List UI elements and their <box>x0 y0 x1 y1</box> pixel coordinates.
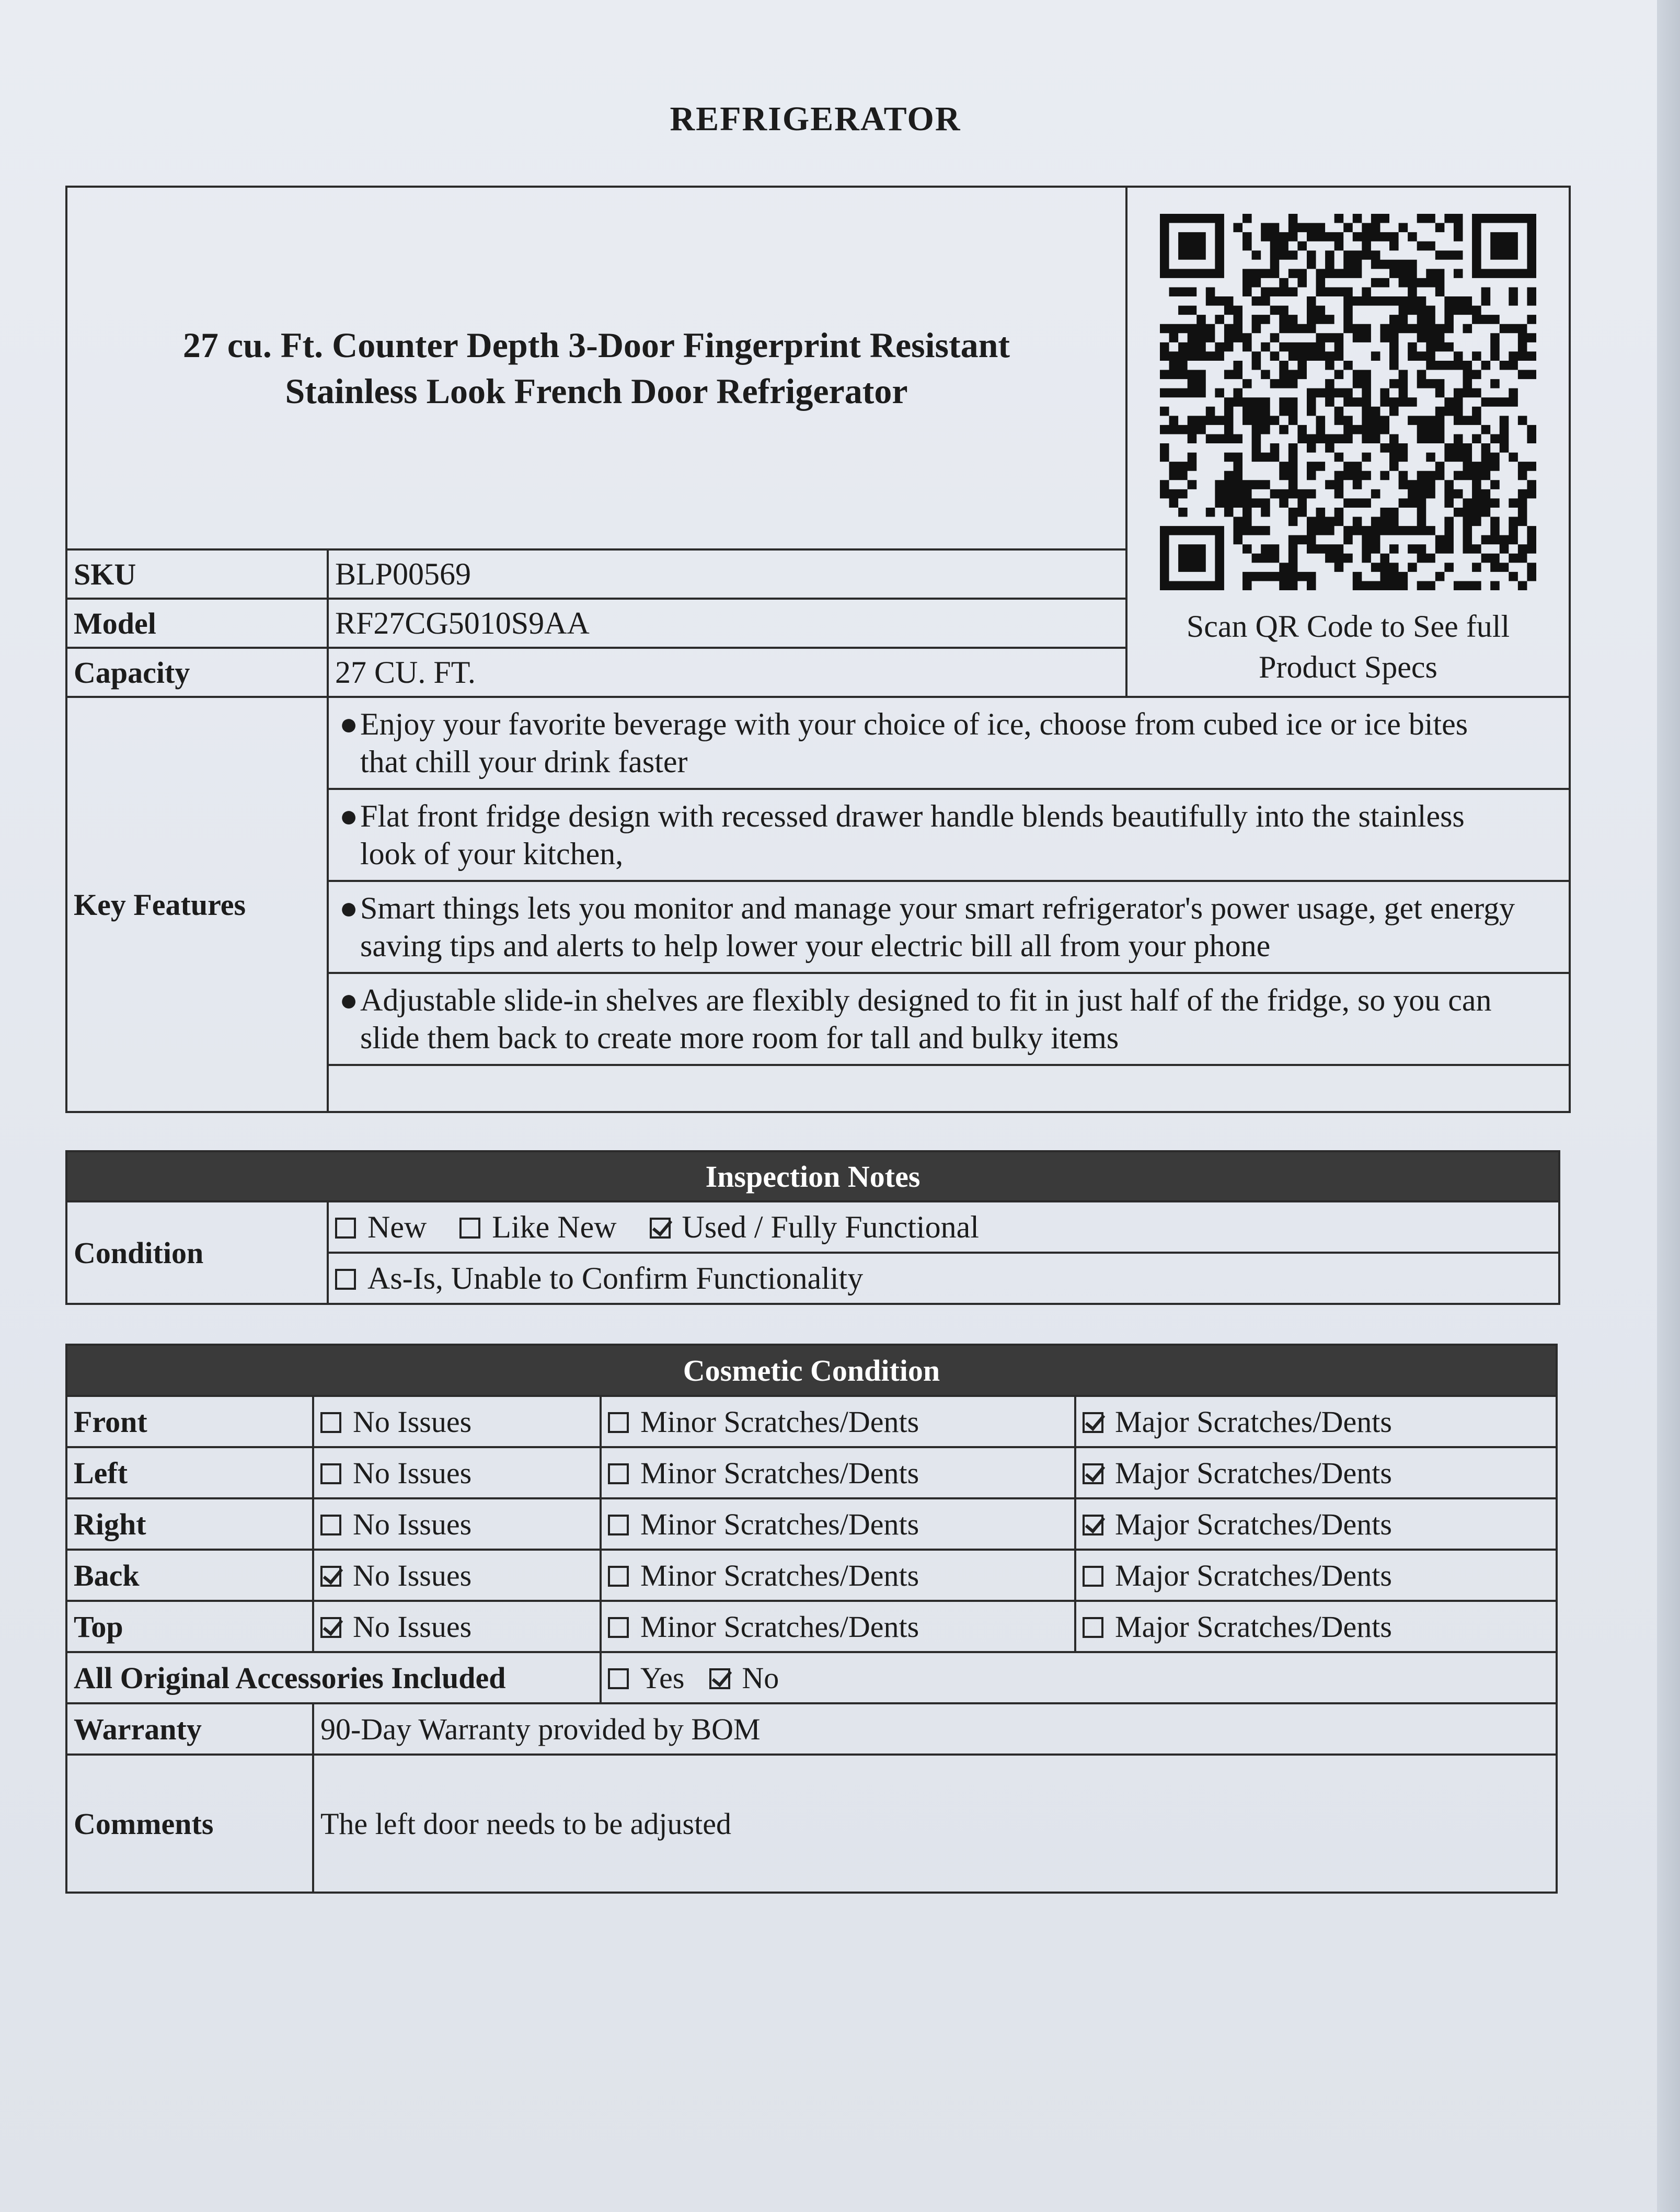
qr-caption-line1: Scan QR Code to See full <box>1186 609 1510 644</box>
warranty-label: Warranty <box>66 1703 313 1755</box>
cosmetic-option-no-issues[interactable]: No Issues <box>313 1550 601 1601</box>
cosmetic-option-major[interactable]: Major Scratches/Dents <box>1075 1550 1557 1601</box>
spec-value: BLP00569 <box>328 549 1126 599</box>
bullet-icon: ● <box>339 983 359 1017</box>
cosmetic-row <box>66 1498 1557 1550</box>
cosmetic-row <box>66 1550 1557 1601</box>
inspection-header: Inspection Notes <box>66 1151 1559 1201</box>
checkbox-icon[interactable] <box>320 1463 341 1484</box>
checkbox-icon[interactable] <box>335 1218 356 1239</box>
product-title <box>66 187 1126 549</box>
key-features-label: Key Features <box>66 697 328 1112</box>
checkbox-icon[interactable] <box>320 1617 341 1638</box>
cosmetic-side-label: Front <box>66 1396 313 1447</box>
cosmetic-option-minor[interactable]: Minor Scratches/Dents <box>601 1550 1075 1601</box>
document-title: REFRIGERATOR <box>670 100 961 138</box>
condition-option-new[interactable]: New <box>335 1209 427 1245</box>
feature-item <box>328 697 1570 789</box>
feature-text: saving tips and alerts to help lower your electric bill all from your phone <box>360 929 1271 963</box>
feature-text: slide them back to create more room for tall and bulky items <box>360 1021 1119 1055</box>
checkbox-icon[interactable] <box>335 1269 356 1290</box>
checkbox-icon[interactable] <box>459 1218 480 1239</box>
cosmetic-option-major[interactable]: Major Scratches/Dents <box>1075 1447 1557 1498</box>
comments-label: Comments <box>66 1755 313 1893</box>
cosmetic-option-minor[interactable]: Minor Scratches/Dents <box>601 1396 1075 1447</box>
checkbox-icon[interactable] <box>1083 1463 1103 1484</box>
warranty-row <box>66 1703 1557 1755</box>
bullet-icon: ● <box>339 707 359 741</box>
accessories-options <box>601 1652 1557 1703</box>
checkbox-icon[interactable] <box>608 1566 629 1587</box>
spec-label: SKU <box>66 549 328 599</box>
cosmetic-row <box>66 1396 1557 1447</box>
product-info-table <box>65 186 1571 1113</box>
cosmetic-option-major[interactable]: Major Scratches/Dents <box>1075 1601 1557 1652</box>
warranty-value: 90-Day Warranty provided by BOM <box>313 1703 1557 1755</box>
condition-option-used[interactable]: Used / Fully Functional <box>650 1209 979 1245</box>
cosmetic-option-minor[interactable]: Minor Scratches/Dents <box>601 1601 1075 1652</box>
feature-text: that chill your drink faster <box>360 744 688 779</box>
product-title-line1: 27 cu. Ft. Counter Depth 3-Door Fingerprint Resistant <box>182 325 1010 365</box>
product-title-line2: Stainless Look French Door Refrigerator <box>285 371 908 411</box>
checkbox-icon[interactable] <box>320 1412 341 1433</box>
feature-text: look of your kitchen, <box>360 836 624 871</box>
spec-label: Model <box>66 599 328 648</box>
condition-option-as-is[interactable]: As-Is, Unable to Confirm Functionality <box>335 1260 863 1297</box>
feature-text: Flat front fridge design with recessed drawer handle blends beautifully into the stainless <box>360 799 1465 833</box>
spec-value: 27 CU. FT. <box>328 648 1126 697</box>
cosmetic-option-no-issues[interactable]: No Issues <box>313 1447 601 1498</box>
paper-edge <box>1657 0 1680 2212</box>
checkbox-icon[interactable] <box>1083 1566 1103 1587</box>
feature-item <box>328 789 1570 881</box>
comments-value: The left door needs to be adjusted <box>313 1755 1557 1893</box>
checkbox-icon[interactable] <box>1083 1412 1103 1433</box>
checkbox-icon[interactable] <box>320 1566 341 1587</box>
cosmetic-option-minor[interactable]: Minor Scratches/Dents <box>601 1498 1075 1550</box>
cosmetic-condition-table <box>65 1344 1558 1894</box>
cosmetic-header: Cosmetic Condition <box>66 1345 1557 1396</box>
cosmetic-option-major[interactable]: Major Scratches/Dents <box>1075 1498 1557 1550</box>
spec-label: Capacity <box>66 648 328 697</box>
cosmetic-option-no-issues[interactable]: No Issues <box>313 1498 601 1550</box>
qr-code-icon[interactable] <box>1160 214 1536 590</box>
qr-caption-line2: Product Specs <box>1259 650 1437 684</box>
condition-options-row <box>328 1253 1559 1304</box>
checkbox-icon[interactable] <box>650 1218 671 1239</box>
bullet-icon: ● <box>339 891 359 925</box>
condition-label: Condition <box>66 1201 328 1304</box>
checkbox-icon[interactable] <box>608 1515 629 1535</box>
checkbox-icon[interactable] <box>608 1668 629 1689</box>
feature-item <box>328 881 1570 973</box>
checkbox-icon[interactable] <box>1083 1617 1103 1638</box>
cosmetic-row <box>66 1601 1557 1652</box>
checkbox-icon[interactable] <box>608 1617 629 1638</box>
cosmetic-row <box>66 1447 1557 1498</box>
feature-text: Adjustable slide-in shelves are flexibly designed to fit in just half of the fridge, so you can <box>360 983 1492 1017</box>
cosmetic-side-label: Back <box>66 1550 313 1601</box>
checkbox-icon[interactable] <box>608 1412 629 1433</box>
comments-row <box>66 1755 1557 1893</box>
feature-blank-row <box>328 1065 1570 1112</box>
condition-options-row <box>328 1201 1559 1253</box>
cosmetic-side-label: Top <box>66 1601 313 1652</box>
cosmetic-side-label: Left <box>66 1447 313 1498</box>
cosmetic-option-no-issues[interactable]: No Issues <box>313 1601 601 1652</box>
bullet-icon: ● <box>339 799 359 833</box>
accessories-yes[interactable]: Yes <box>608 1660 684 1695</box>
accessories-no[interactable]: No <box>709 1660 779 1695</box>
cosmetic-option-minor[interactable]: Minor Scratches/Dents <box>601 1447 1075 1498</box>
checkbox-icon[interactable] <box>1083 1515 1103 1535</box>
inspection-notes-table <box>65 1150 1560 1305</box>
accessories-label: All Original Accessories Included <box>66 1652 601 1703</box>
checkbox-icon[interactable] <box>709 1668 730 1689</box>
checkbox-icon[interactable] <box>608 1463 629 1484</box>
cosmetic-option-no-issues[interactable]: No Issues <box>313 1396 601 1447</box>
qr-caption <box>1134 606 1562 687</box>
accessories-row <box>66 1652 1557 1703</box>
feature-item <box>328 973 1570 1065</box>
condition-option-like-new[interactable]: Like New <box>459 1209 616 1245</box>
checkbox-icon[interactable] <box>320 1515 341 1535</box>
feature-text: Smart things lets you monitor and manage your smart refrigerator's power usage, get energy <box>360 891 1515 925</box>
qr-cell <box>1126 187 1570 697</box>
spec-value: RF27CG5010S9AA <box>328 599 1126 648</box>
cosmetic-side-label: Right <box>66 1498 313 1550</box>
cosmetic-option-major[interactable]: Major Scratches/Dents <box>1075 1396 1557 1447</box>
feature-text: Enjoy your favorite beverage with your choice of ice, choose from cubed ice or ice bites <box>360 707 1468 741</box>
